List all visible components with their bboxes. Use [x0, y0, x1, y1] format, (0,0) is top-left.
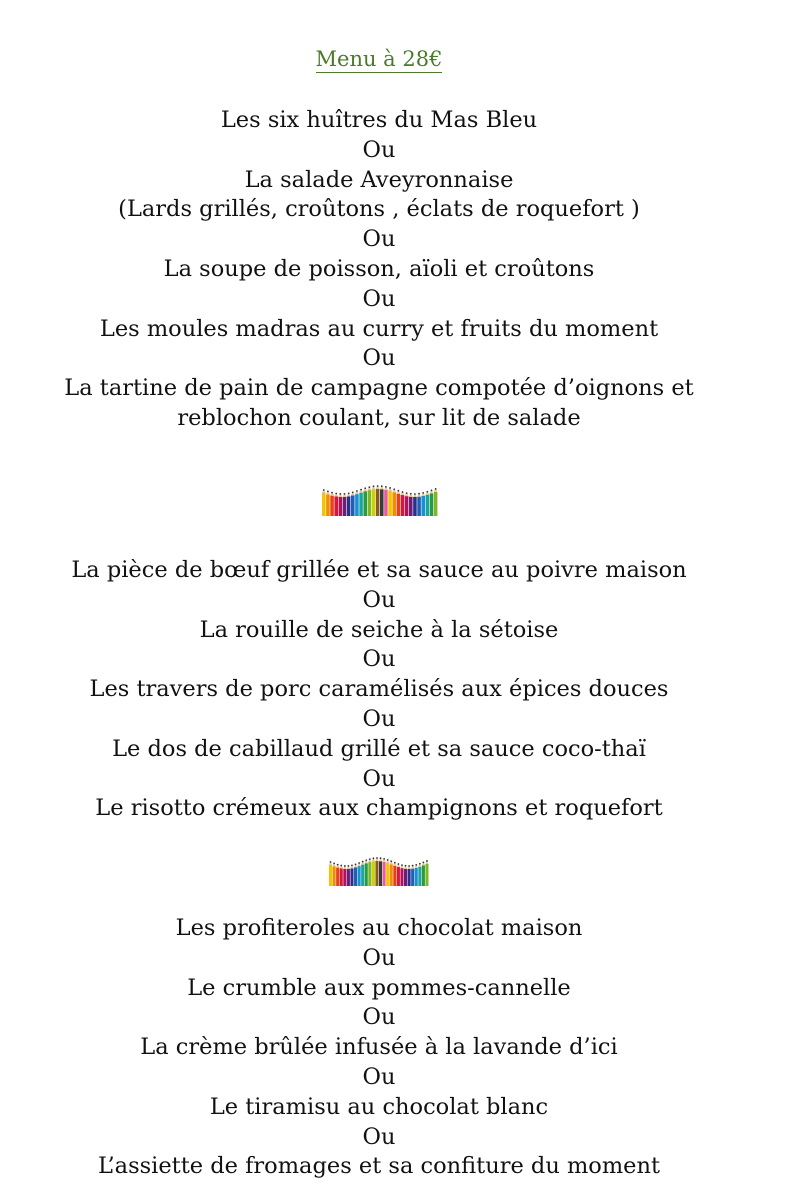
menu-separator: Ou — [362, 765, 396, 792]
menu-separator: Ou — [362, 1004, 396, 1031]
course-starters — [0, 106, 758, 434]
menu-separator: Ou — [362, 646, 396, 673]
menu-line: (Lards grillés, croûtons , éclats de roquefort ) — [118, 196, 640, 223]
menu-line: Le tiramisu au chocolat blanc — [209, 1093, 549, 1120]
menu-line: Les moules madras au curry et fruits du moment — [99, 315, 659, 342]
menu-title-text: Menu à 28€ — [315, 47, 443, 71]
menu-separator: Ou — [362, 586, 396, 613]
menu-line: Les profiteroles au chocolat maison — [175, 915, 583, 941]
menu-line: Le risotto crémeux aux champignons et roquefort — [95, 795, 663, 822]
menu-title — [0, 44, 758, 74]
colored-pencils-icon — [329, 856, 429, 886]
menu-line: Les six huîtres du Mas Bleu — [220, 107, 538, 133]
menu-separator: Ou — [362, 705, 396, 732]
menu-separator: Ou — [362, 1123, 396, 1150]
menu-separator: Ou — [362, 1063, 396, 1090]
menu-separator: Ou — [362, 944, 396, 971]
menu-line: Le dos de cabillaud grillé et sa sauce coco-thaï — [112, 735, 646, 762]
menu-line: La rouille de seiche à la sétoise — [199, 616, 559, 643]
course-mains — [0, 556, 758, 824]
menu-line: reblochon coulant, sur lit de salade — [177, 404, 581, 431]
menu-separator: Ou — [362, 226, 396, 253]
menu-line: L’assiette de fromages et sa confiture du moment — [97, 1153, 661, 1180]
menu-line: La salade Aveyronnaise — [244, 166, 514, 193]
course-desserts — [0, 914, 758, 1182]
menu-separator: Ou — [362, 345, 396, 372]
colored-pencils-icon — [322, 484, 438, 516]
menu-line: La crème brûlée infusée à la lavande d’ici — [140, 1034, 618, 1061]
menu-line: Les travers de porc caramélisés aux épices douces — [89, 676, 669, 703]
menu-line: La pièce de bœuf grillée et sa sauce au poivre maison — [71, 557, 687, 583]
menu-line: La soupe de poisson, aïoli et croûtons — [163, 255, 595, 282]
menu-separator: Ou — [362, 285, 396, 312]
menu-line: La tartine de pain de campagne compotée d’oignons et — [64, 375, 694, 402]
menu-separator: Ou — [362, 136, 396, 163]
menu-line: Le crumble aux pommes-cannelle — [187, 974, 571, 1001]
